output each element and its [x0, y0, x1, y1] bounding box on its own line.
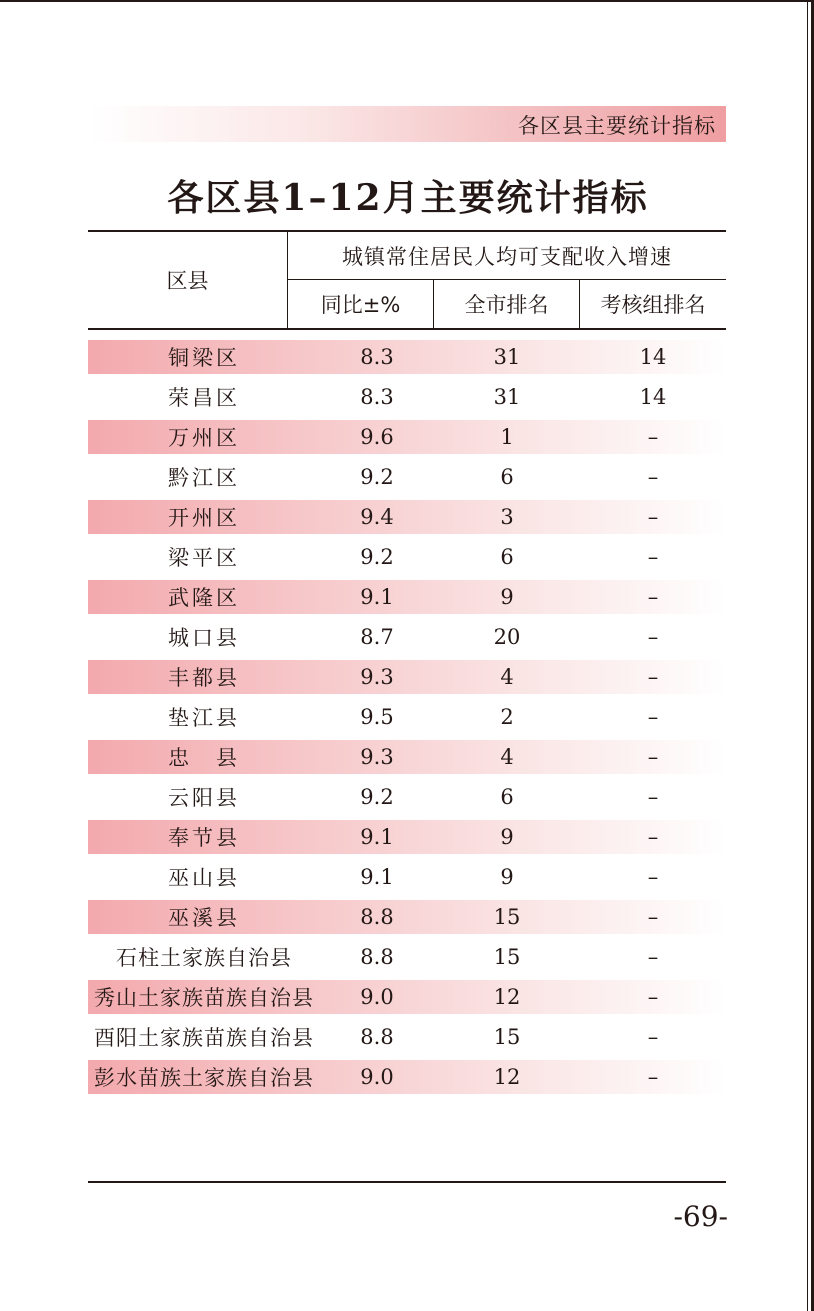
group-rank-cell: –: [647, 785, 659, 809]
district-name-cell: 铜梁区: [168, 346, 240, 370]
yoy-cell: 9.1: [360, 585, 394, 609]
table-row: [88, 940, 726, 974]
group-rank-cell: –: [647, 625, 659, 649]
district-name-cell: 城口县: [168, 626, 240, 650]
group-rank-cell: 14: [639, 345, 667, 369]
yoy-cell: 8.8: [360, 1025, 394, 1049]
column-header-yoy: 同比±%: [288, 280, 434, 328]
district-name-cell: 武隆区: [168, 586, 240, 610]
table-row: [88, 420, 726, 454]
group-rank-cell: –: [647, 945, 659, 969]
table-row: [88, 860, 726, 894]
group-rank-cell: –: [647, 545, 659, 569]
table-row: [88, 660, 726, 694]
group-rank-cell: –: [647, 1025, 659, 1049]
district-name-cell: 梁平区: [168, 546, 240, 570]
table-header: [88, 230, 726, 330]
city-rank-cell: 4: [500, 745, 514, 769]
district-name-cell: 秀山土家族苗族自治县: [94, 986, 314, 1010]
group-rank-cell: –: [647, 425, 659, 449]
yoy-cell: 9.5: [360, 705, 394, 729]
district-name-cell: 云阳县: [168, 786, 240, 810]
city-rank-cell: 1: [500, 425, 514, 449]
table-row: [88, 740, 726, 774]
district-name-cell: 巫山县: [168, 866, 240, 890]
city-rank-cell: 12: [493, 985, 521, 1009]
statistics-table: [88, 230, 726, 1100]
group-rank-cell: 14: [639, 385, 667, 409]
district-name-cell: 黔江区: [168, 466, 240, 490]
city-rank-cell: 12: [493, 1065, 521, 1089]
group-rank-cell: –: [647, 705, 659, 729]
city-rank-cell: 6: [500, 465, 514, 489]
group-rank-cell: –: [647, 905, 659, 929]
column-header-group-rank: 考核组排名: [600, 293, 706, 317]
yoy-cell: 8.3: [360, 385, 394, 409]
yoy-cell: 9.0: [360, 1065, 394, 1089]
city-rank-cell: 4: [500, 665, 514, 689]
city-rank-cell: 31: [493, 345, 521, 369]
district-name-cell: 丰都县: [168, 666, 240, 690]
district-name-cell: 万州区: [168, 426, 240, 450]
city-rank-cell: 9: [500, 865, 514, 889]
section-header-band: [90, 106, 726, 142]
city-rank-cell: 9: [500, 825, 514, 849]
city-rank-cell: 6: [500, 545, 514, 569]
yoy-cell: 9.4: [360, 505, 394, 529]
city-rank-cell: 20: [493, 625, 521, 649]
city-rank-cell: 15: [493, 1025, 521, 1049]
group-rank-cell: –: [647, 465, 659, 489]
yoy-cell: 9.6: [360, 425, 394, 449]
district-name-cell: 巫溪县: [168, 906, 240, 930]
yoy-cell: 9.0: [360, 985, 394, 1009]
group-rank-cell: –: [647, 585, 659, 609]
district-name-cell: 荣昌区: [168, 386, 240, 410]
footer-rule: [88, 1181, 726, 1183]
table-row: [88, 980, 726, 1014]
page-border-right-inner: [807, 0, 808, 1311]
city-rank-cell: 15: [493, 905, 521, 929]
city-rank-cell: 31: [493, 385, 521, 409]
table-row: [88, 700, 726, 734]
yoy-cell: 8.8: [360, 905, 394, 929]
table-row: [88, 820, 726, 854]
section-title: 各区县主要统计指标: [518, 114, 716, 138]
table-row: [88, 340, 726, 374]
table-body: [88, 340, 726, 1094]
table-row: [88, 380, 726, 414]
city-rank-cell: 3: [500, 505, 514, 529]
district-name-cell: 奉节县: [168, 826, 240, 850]
district-name-cell: 石柱土家族自治县: [116, 946, 292, 970]
table-row: [88, 900, 726, 934]
group-rank-cell: –: [647, 505, 659, 529]
table-row: [88, 780, 726, 814]
page-number: -69-: [673, 1200, 728, 1233]
yoy-cell: 9.3: [360, 665, 394, 689]
group-rank-cell: –: [647, 745, 659, 769]
city-rank-cell: 2: [500, 705, 514, 729]
yoy-cell: 8.3: [360, 345, 394, 369]
table-row: [88, 460, 726, 494]
group-rank-cell: –: [647, 985, 659, 1009]
column-group-header: 城镇常住居民人均可支配收入增速: [288, 232, 726, 280]
group-rank-cell: –: [647, 1065, 659, 1089]
table-row: [88, 580, 726, 614]
page-title: 各区县1–12月主要统计指标: [167, 177, 649, 219]
yoy-cell: 8.8: [360, 945, 394, 969]
city-rank-cell: 9: [500, 585, 514, 609]
table-row: [88, 500, 726, 534]
yoy-cell: 9.1: [360, 825, 394, 849]
table-row: [88, 540, 726, 574]
column-header-city-rank: 全市排名: [434, 280, 580, 328]
yoy-cell: 9.2: [360, 545, 394, 569]
group-rank-cell: –: [647, 825, 659, 849]
city-rank-cell: 6: [500, 785, 514, 809]
district-name-cell: 彭水苗族土家族自治县: [94, 1066, 314, 1090]
group-rank-cell: –: [647, 665, 659, 689]
district-name-cell: 忠 县: [168, 746, 240, 770]
table-row: [88, 1060, 726, 1094]
district-name-cell: 垫江县: [168, 706, 240, 730]
table-row: [88, 620, 726, 654]
yoy-cell: 9.1: [360, 865, 394, 889]
page-border-top: [0, 0, 814, 2]
yoy-cell: 9.2: [360, 785, 394, 809]
city-rank-cell: 15: [493, 945, 521, 969]
district-name-cell: 酉阳土家族苗族自治县: [94, 1026, 314, 1050]
group-rank-cell: –: [647, 865, 659, 889]
yoy-cell: 8.7: [360, 625, 394, 649]
district-name-cell: 开州区: [168, 506, 240, 530]
yoy-cell: 9.2: [360, 465, 394, 489]
table-row: [88, 1020, 726, 1054]
column-header-district: 区县: [88, 232, 288, 328]
yoy-cell: 9.3: [360, 745, 394, 769]
